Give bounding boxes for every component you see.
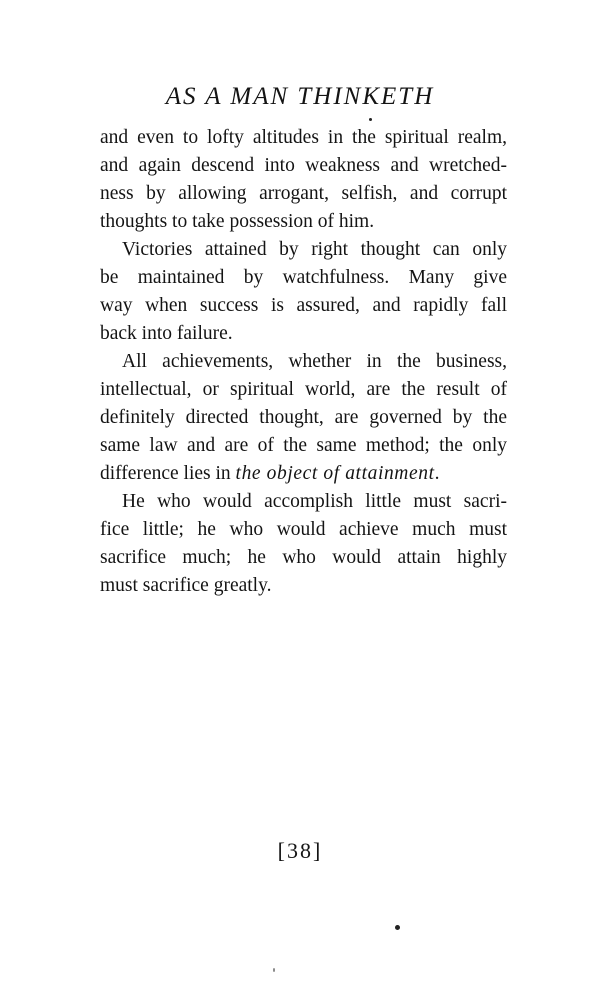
text-line: same law and are of the same method; the only xyxy=(100,435,507,456)
text-line: Victories attained by right thought can only xyxy=(122,239,507,260)
text-line: be maintained by watchfulness. Many give xyxy=(100,267,507,288)
paragraph-3 xyxy=(100,348,507,488)
page-number: [38] xyxy=(277,838,323,863)
text-line: and even to lofty altitudes in the spiritual realm, xyxy=(100,127,507,148)
text-line: way when success is assured, and rapidly fall xyxy=(100,295,507,316)
text-line: intellectual, or spiritual world, are the result of xyxy=(100,379,507,400)
ink-speck xyxy=(395,925,400,930)
paragraph-2 xyxy=(100,236,507,348)
text-line: and again descend into weakness and wretched- xyxy=(100,155,507,176)
emphasis-text: the object of attainment xyxy=(235,463,435,484)
text-line: definitely directed thought, are governed by the xyxy=(100,407,507,428)
text-fragment: . xyxy=(434,463,440,484)
text-fragment: difference lies in xyxy=(100,463,236,484)
text-line: He who would accomplish little must sacri- xyxy=(122,491,507,512)
text-line: sacrifice much; he who would attain highly xyxy=(100,547,507,568)
text-line: back into failure. xyxy=(100,323,233,344)
text-line: All achievements, whether in the business, xyxy=(122,351,507,372)
text-line: ness by allowing arrogant, selfish, and corrupt xyxy=(100,183,507,204)
body-text xyxy=(100,124,507,600)
text-line: fice little; he who would achieve much must xyxy=(100,519,507,540)
text-line: must sacrifice greatly. xyxy=(100,575,272,596)
paragraph-4 xyxy=(100,488,507,600)
running-head: AS A MAN THINKETH xyxy=(165,83,435,110)
ink-speck xyxy=(273,968,275,972)
text-line: thoughts to take possession of him. xyxy=(100,211,375,232)
paragraph-1 xyxy=(100,124,507,236)
ink-speck xyxy=(369,118,372,121)
text-line-with-emphasis xyxy=(100,460,507,488)
